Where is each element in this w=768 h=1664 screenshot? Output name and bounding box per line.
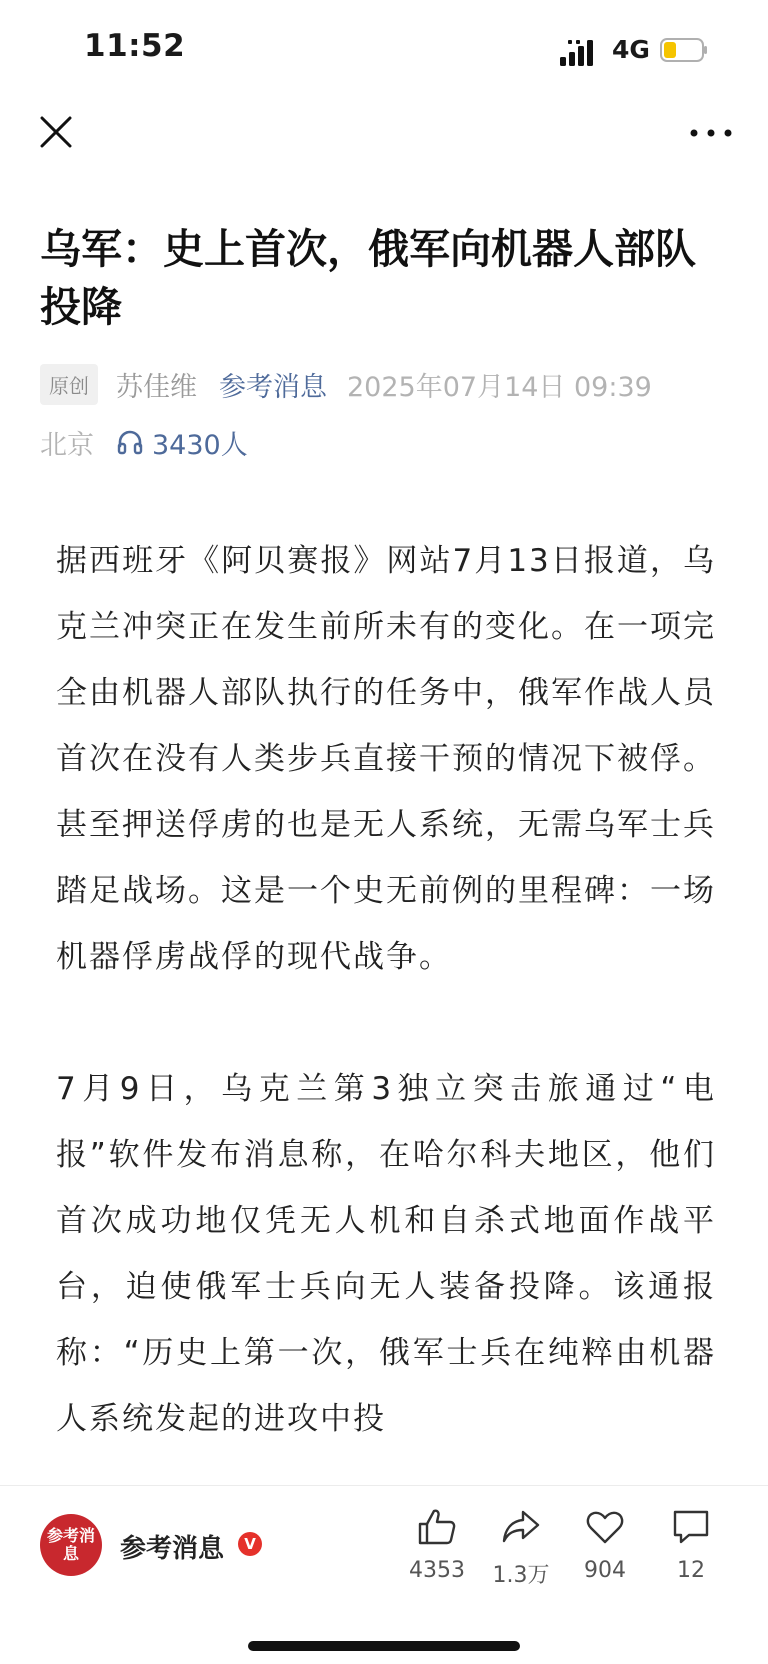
signal-icon [560, 40, 598, 66]
bottom-action-bar [0, 1485, 768, 1664]
publish-date: 2025年07月14日 09:39 [347, 371, 652, 403]
listen-button[interactable] [116, 423, 248, 462]
close-icon[interactable] [36, 112, 76, 152]
article-body [56, 528, 716, 1485]
original-tag: 原创 [40, 364, 98, 405]
more-options-icon[interactable] [686, 118, 736, 148]
source-link[interactable]: 参考消息 [219, 371, 327, 403]
network-type: 4G [612, 35, 650, 64]
comment-button[interactable] [651, 1508, 731, 1583]
status-time: 11:52 [84, 28, 186, 64]
like-count: 4353 [409, 1558, 465, 1583]
article-title: 乌军：史上首次，俄军向机器人部队投降 [40, 225, 696, 331]
favorite-count: 904 [584, 1558, 626, 1583]
home-indicator[interactable] [248, 1641, 520, 1651]
comment-bubble-icon [671, 1508, 711, 1546]
share-arrow-icon [501, 1508, 541, 1546]
account-name[interactable]: 参考消息 [120, 1534, 225, 1564]
like-button[interactable] [397, 1508, 477, 1583]
listener-count: 3430人 [152, 429, 248, 461]
comment-count: 12 [677, 1558, 705, 1583]
status-bar [0, 0, 768, 100]
location: 北京 [40, 429, 94, 461]
account-avatar[interactable] [40, 1514, 102, 1576]
battery-icon [660, 38, 708, 62]
article-meta [40, 364, 652, 404]
heart-icon [585, 1508, 625, 1546]
headphones-icon [116, 428, 144, 456]
favorite-button[interactable] [565, 1508, 645, 1583]
thumbs-up-icon [417, 1508, 457, 1546]
article-meta-secondary [40, 422, 248, 462]
share-count: 1.3万 [492, 1563, 550, 1588]
paragraph: 据西班牙《阿贝赛报》网站7月13日报道，乌克兰冲突正在发生前所未有的变化。在一项完全由机器人部队执行的任务中，俄军作战人员首次在没有人类步兵直接干预的情况下被俘。甚至押送俘虏的也是无人系统，无需乌军士兵踏足战场。这是一个史无前例的里程碑：一场机器俘虏战俘的现代战争。 [56, 543, 716, 975]
avatar-logo-text: 参考消息 [46, 1526, 95, 1563]
author-name: 苏佳维 [116, 371, 197, 403]
verified-badge-icon: V [238, 1532, 262, 1556]
share-button[interactable] [481, 1508, 561, 1589]
paragraph: 7月9日，乌克兰第3独立突击旅通过“电报”软件发布消息称，在哈尔科夫地区，他们首次成功地仅凭无人机和自杀式地面作战平台，迫使俄军士兵向无人装备投降。该通报称：“历史上第一次，俄军士兵在纯粹由机器人系统发起的进攻中投 [56, 1071, 716, 1437]
